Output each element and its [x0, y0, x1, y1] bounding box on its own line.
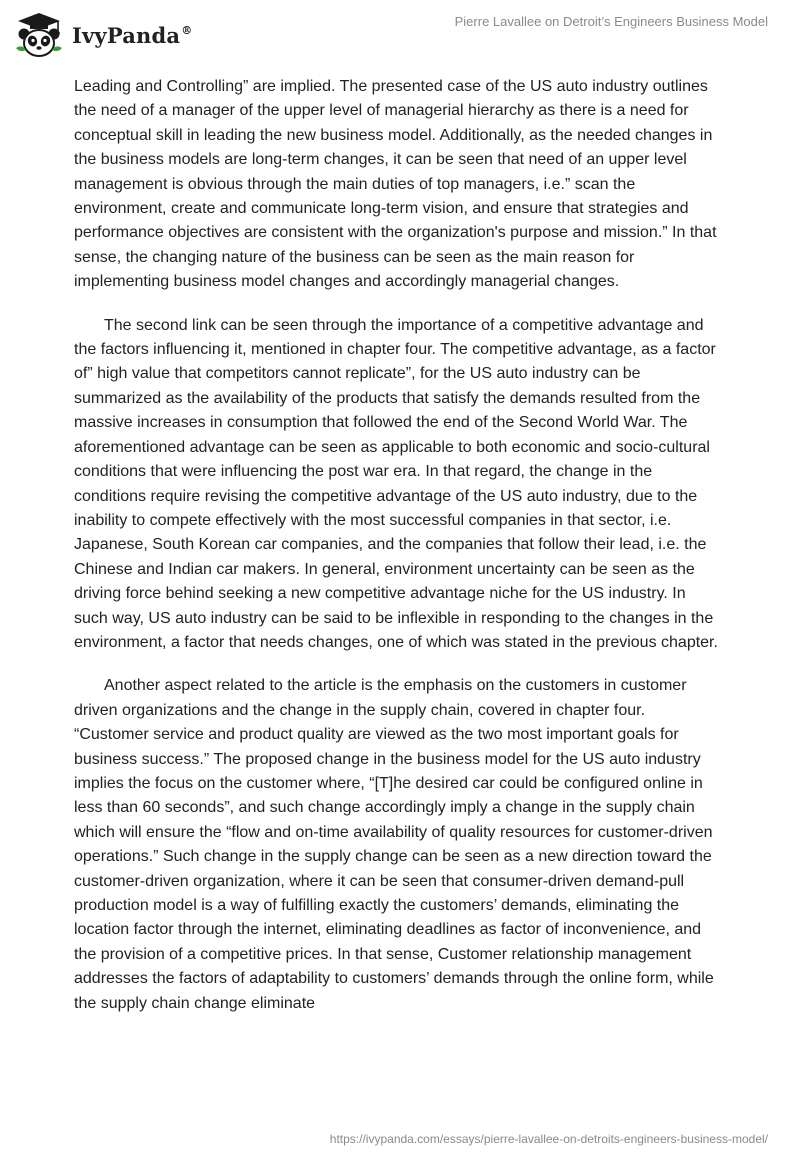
- brand-name: IvyPanda®: [72, 22, 193, 48]
- page-header: [0, 0, 800, 72]
- document-title: Pierre Lavallee on Detroit’s Engineers Business Model: [454, 14, 768, 29]
- essay-body: [74, 75, 722, 1035]
- paragraph: The second link can be seen through the importance of a competitive advantage and the factors influencing it, mentioned in chapter four. The competitive advantage, as a factor of” high value that competitors cannot replicate”, for the US auto industry can be summarized as the availability of the products that satisfy the demands resulted from the massive increases in consumption that followed the end of the Second World War. The aforementioned advantage can be seen as applicable to both economic and socio-cultural conditions that were influencing the post war era. In that regard, the change in the conditions require revising the competitive advantage of the US auto industry, due to the inability to compete effectively with the most successful companies in that sector, i.e. Japanese, South Korean car companies, and the companies that follow their lead, i.e. the Chinese and Indian car makers. In general, environment uncertainty can be seen as the driving force behind seeking a new competitive advantage niche for the US industry. In such way, US auto industry can be said to be inflexible in responding to the changes in the environment, a factor that needs changes, one of which was stated in the previous chapter.: [74, 316, 718, 651]
- paragraph: Another aspect related to the article is the emphasis on the customers in customer driven organizations and the change in the supply chain, covered in chapter four. “Customer service and product quality are viewed as the two most important goals for business success.” The proposed change in the business model for the US auto industry implies the focus on the customer where, “[T]he desired car could be configured online in less than 60 seconds”, and such change accordingly imply a change in the supply chain which will ensure the “flow and on-time availability of quality resources for customer-driven operations.” Such change in the supply change can be seen as a new direction toward the customer-driven organization, where it can be seen that consumer-driven demand-pull production model is a way of fulfilling exactly the customers’ demands, eliminating the location factor through the internet, eliminating deadlines as factor of inconvenience, and the provision of a competitive prices. In that sense, Customer relationship management addresses the factors of adaptability to customers’ demands through the online form, while the supply chain change eliminate: [74, 677, 714, 1012]
- source-url-link[interactable]: https://ivypanda.com/essays/pierre-lavallee-on-detroits-engineers-business-model/: [329, 1132, 768, 1146]
- paragraph: Leading and Controlling” are implied. The presented case of the US auto industry outlines the need of a manager of the upper level of managerial hierarchy as there is a need for conceptual skill in leading the new business model. Additionally, as the needed changes in the business models are long-term changes, it can be seen that need of an upper level management is obvious through the main duties of top managers, i.e.” scan the environment, create and communicate long-term vision, and ensure that strategies and performance objectives are consistent with the organization's purpose and mission.” In that sense, the changing nature of the business can be seen as the main reason for implementing business model changes and accordingly managerial changes.: [74, 78, 717, 291]
- panda-graduate-icon: [14, 10, 64, 60]
- brand-logo[interactable]: [14, 10, 192, 60]
